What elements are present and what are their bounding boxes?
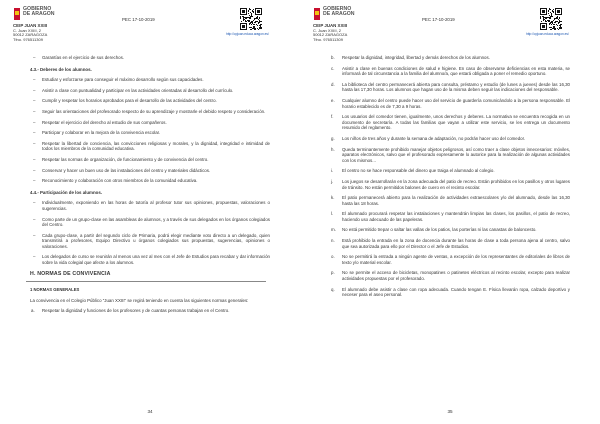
list-item: – Participar y colaborar en la mejora de la convivencia escolar. (33, 130, 161, 136)
list-item: – Estudiar y esforzarse para conseguir el máximo desarrollo según sus capacidades. (33, 77, 204, 83)
page-content (30, 55, 270, 319)
list-item: – Garantías en el ejercicio de sus derechos. (33, 55, 125, 60)
page-header (0, 4, 300, 54)
list-item: – Reconocimiento y colaboración con otros miembros de la comunidad educativa. (33, 178, 198, 184)
page-header (300, 4, 600, 54)
page-right (300, 0, 600, 424)
page-content (330, 55, 570, 303)
aragon-logo-icon (314, 8, 320, 20)
list-item: – Cada grupo-clase, a partir del segundo ciclo de Primaria, podrá elegir mediante voto directo a un delegado, quien transmitirá a profesores, Equipo Directivo u órganos colegiados sus propuestas, sugerencias, opiniones o valoraciones. (33, 232, 270, 249)
list-item: – Cumplir y respetar los horarios aprobados para el desarrollo de las actividades del centro. (33, 98, 217, 104)
section-heading: 4.4.- Participación de los alumnos. (30, 189, 102, 195)
school-info: CEIP JUAN XXIII C. Juan XXIII, 2 50012 ZARAGOZA Tfno. 976511309 (13, 23, 48, 42)
list-item: – Individualmente, exponiendo en las horas de tutoría al profesor tutor sus opiniones, propuestas, valoraciones o sugerencias. (33, 200, 270, 211)
logo-text: GOBIERNO DE ARAGON (23, 6, 55, 18)
doc-code: PEC 17-10-2019 (422, 17, 455, 22)
section-heading: 4.3.- Deberes de los alumnos. (30, 66, 92, 72)
list-item: q. El alumnado debe asistir a clase con ropa adecuada. Cuando tengan E. Física llevarán ropa, calzado deportivo y neceser para el aseo personal. (331, 286, 570, 298)
list-item: – Los delegados de curso se reunirán al menos una vez al mes con el Jefe de Estudios para recabar y dar información sobre la vida colegial que afecte a los alumnos. (33, 254, 270, 266)
doc-code: PEC 17-10-2019 (122, 17, 155, 22)
page-number: 34 (147, 409, 153, 414)
heading-rule (26, 281, 266, 282)
list-item: – Respetar la libertad de conciencia, las convicciones religiosas y morales, y la dignidad, integridad e intimidad de todos los miembros de la comunidad educativa. (33, 140, 270, 152)
page-number: 35 (447, 409, 453, 414)
school-info: CEIP JUAN XXIII C. Juan XXIII, 2 50012 ZARAGOZA Tfno. 976511309 (313, 23, 348, 42)
list-item: l. El alumnado procurará respetar las instalaciones y mantendrán limpias las clases, los pasillos, el patio de recreo, haciendo uso adecuado de las papeleras. (331, 211, 570, 222)
chapter-heading: H. NORMAS DE CONVIVENCIA (30, 270, 111, 277)
aragon-logo-icon (14, 8, 20, 20)
list-item: g. Los niños de tres años y durante la semana de adaptación, no podrán hacer uso del comedor. (331, 135, 526, 141)
list-item: i. El centro no se hace responsable del dinero que traiga el alumnado al colegio. (331, 168, 495, 174)
list-item: – Respetar el ejercicio del derecho al estudio de sus compañeros. (33, 119, 167, 125)
qr-code-icon (540, 8, 562, 30)
deberes-list (30, 77, 270, 184)
list-item: h. Queda terminantemente prohibido manejar objetos peligrosos, así como traer a clase objetos innecesarios: móviles, aparatos electrónicos, salvo que el profesorado expresamente lo autorice para la realización de algunas actividades con los mismos... (331, 146, 570, 163)
school-url[interactable]: http://cpjuan.educa.aragon.es/ (526, 32, 569, 36)
list-item: b. Respetar la dignidad, integridad, libertad y demás derechos de los alumnos. (331, 55, 490, 60)
paragraph: La convivencia en el Colegio Público "Juan XXIII" se regirá teniendo en cuenta las siguientes normas generales: (30, 297, 249, 303)
list-item: – Seguir las orientaciones del profesorado respecto de su aprendizaje y mostrarle el debido respeto y consideración. (33, 108, 266, 114)
school-url[interactable]: http://cpjuan.educa.aragon.es/ (226, 32, 269, 36)
list-item: f. Los usuarios del comedor tienen, igualmente, unos derechos y deberes. La normativa se encuentra recogida en un documento de secretaría. A todas las familias que vayan a utilizar este servicio, se les entrega un documento resumido del reglamento. (331, 114, 570, 131)
list-item: m. No está permitido trepar o saltar las vallas de los patios, las porterías ni las canastas de baloncesto. (331, 227, 537, 233)
list-item: c. Asistir a clase en buenas condiciones de salud e higiene. En caso de observarse deficiencias en esta materia, se informará de tal circunstancia a la familia del alumno/a, que estará obligada a poner el remedio oportuno. (331, 65, 570, 77)
subheading: 1 NORMAS GENERALES (30, 287, 80, 293)
list-item: – Conservar y hacer un buen uso de las instalaciones del centro y materiales didácticos. (33, 167, 211, 173)
list-item: a. Respetar la dignidad y funciones de los profesores y de cuantas personas trabajan en el Centro. (31, 308, 230, 314)
list-item: d. La biblioteca del centro permanecerá abierta para consulta, préstamo y estudio (de lunes a jueves) desde las 16,30 hasta las 17,30 horas. Los alumnos que hagan uso de la misma deben seguir las indicaciones del responsable. (331, 81, 570, 93)
logo-text: GOBIERNO DE ARAGON (323, 6, 355, 18)
list-item: – Como parte de un grupo-clase en las asambleas de alumnos, y a través de sus delegados en los órganos colegiados del Centro. (33, 216, 270, 228)
qr-code-icon (240, 8, 262, 30)
participacion-list (30, 200, 270, 265)
list-item: – Respetar las normas de organización, de funcionamiento y de convivencia del centro. (33, 156, 209, 162)
list-item: p. No se permite el acceso de bicicletas, monopatines o patinetes eléctricos al recinto escolar, excepto para realizar actividades propuestas por el profesorado. (331, 270, 570, 282)
list-item: j. Los juegos se desarrollarán en la zona adecuada del patio de recreo. Están prohibidos en los pasillos y otros lugares de tránsito. No están permitidos balones de cuero en el recinto escolar. (331, 178, 570, 190)
list-item: – Asistir a clase con puntualidad y participar en las actividades orientadas al desarrollo del currículo. (33, 87, 234, 93)
list-item: k. El patio permanecerá abierto para la realización de actividades extraescolares y/o del alumnado, desde las 16,30 hasta las 18 horas. (331, 195, 570, 206)
list-item: n. Está prohibido la entrada en la zona de docencia durante las horas de clase a toda persona ajena al centro, salvo que sea autorizada para ello por el Director o el Jefe de Estudios. (331, 238, 570, 249)
list-item: o. No se permitirá la entrada a ningún agente de ventas, a excepción de los representantes de editoriales de libros de texto y/o material escolar. (331, 254, 570, 265)
list-item: e. Cualquier alumno del centro puede hacer uso del servicio de guardería comunicándolo a la persona responsable. El horario establecido es de 7,30 a 9 horas. (331, 97, 570, 109)
